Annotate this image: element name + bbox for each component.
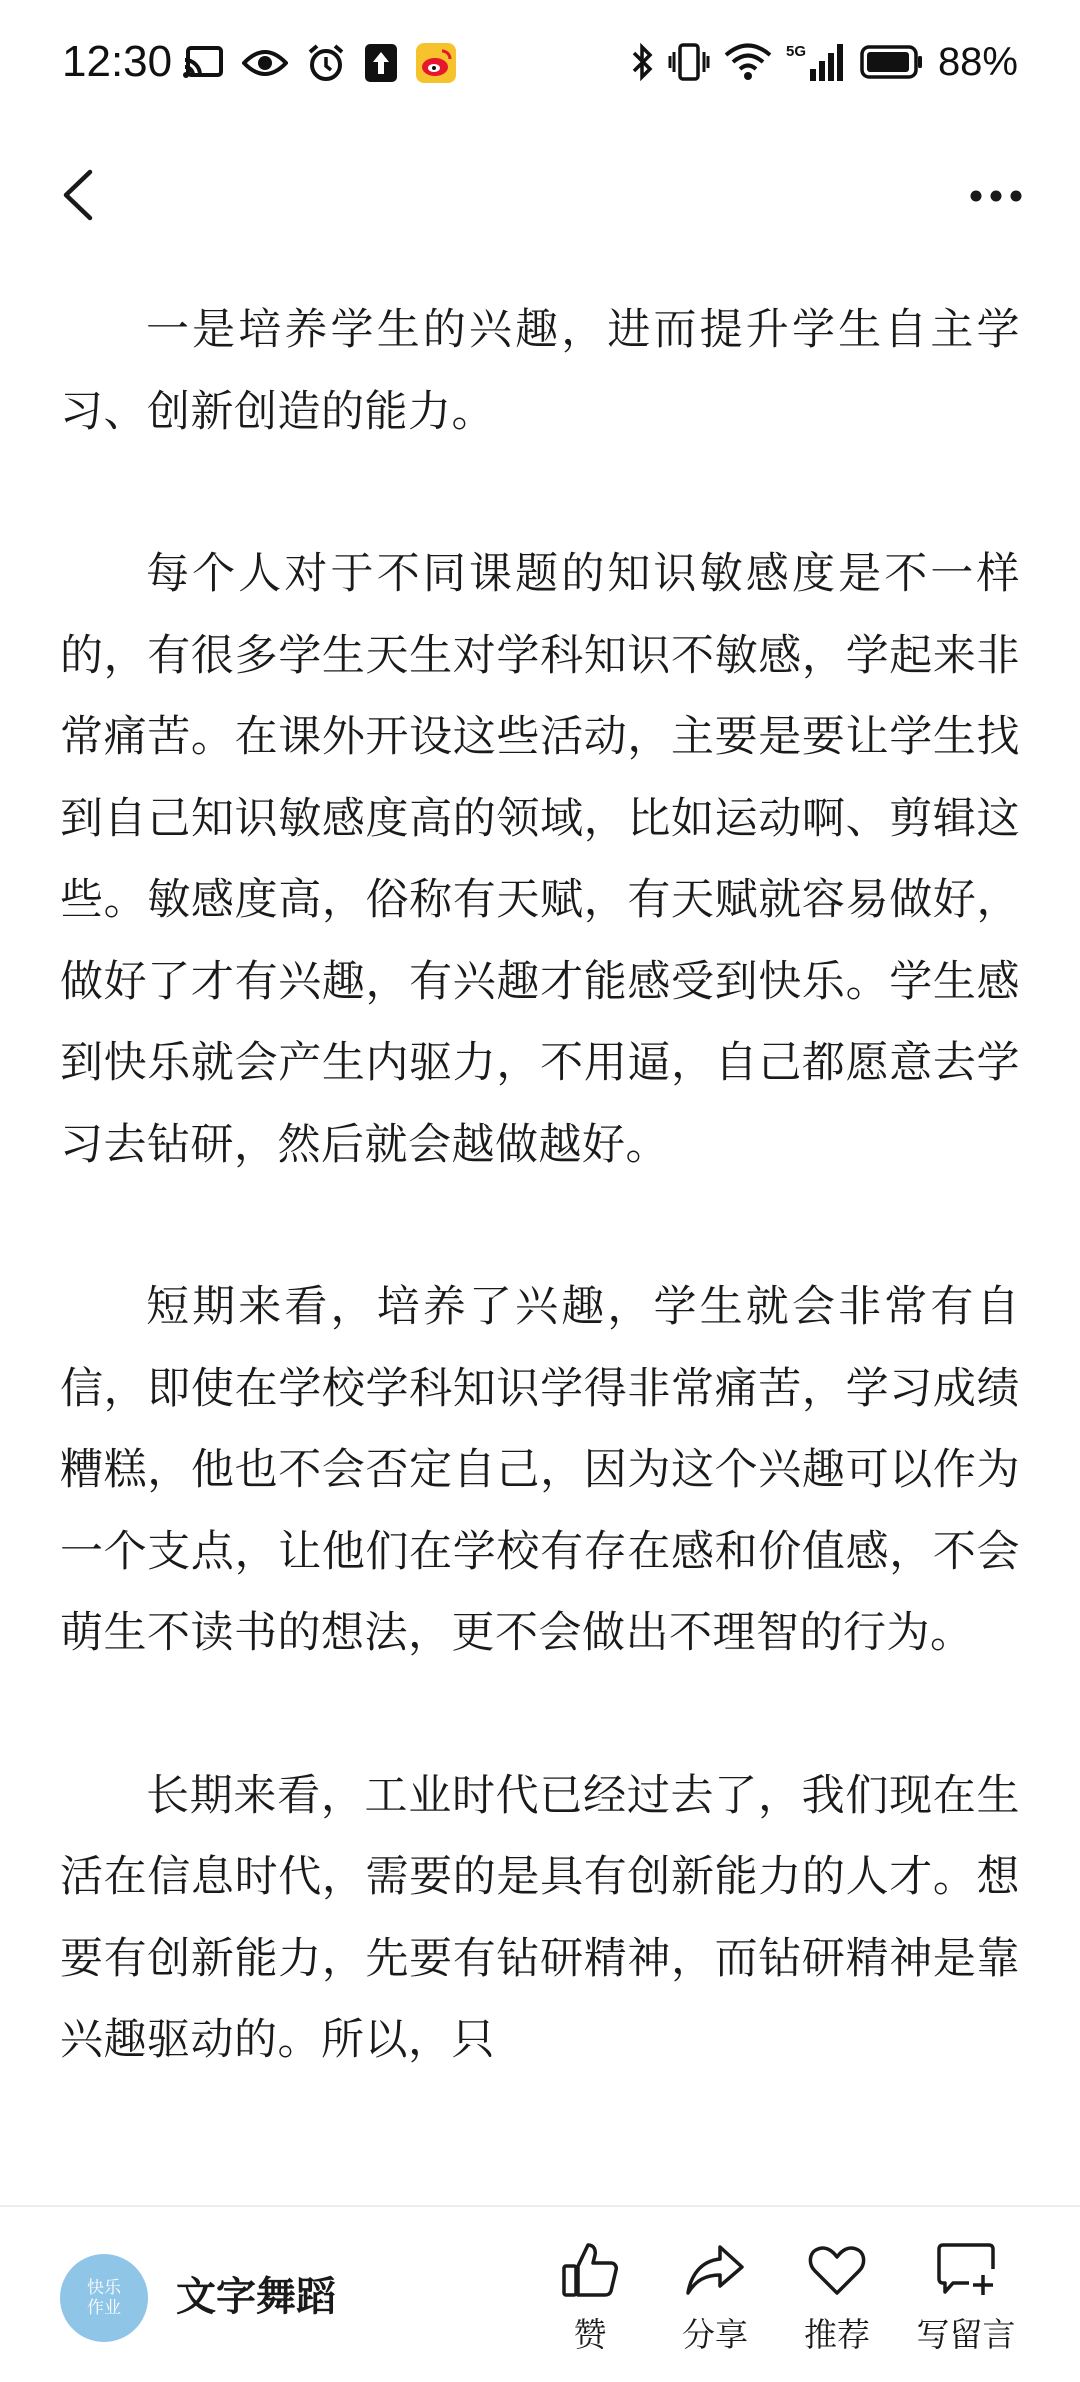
author-name[interactable]: 文字舞蹈 (176, 2274, 336, 2320)
battery-percentage: 88% (937, 39, 1018, 84)
system-icons (630, 36, 1018, 88)
wifi-icon (724, 42, 772, 82)
5g-signal-icon (786, 41, 846, 83)
heart-icon (806, 2239, 868, 2301)
eye-icon (242, 47, 288, 79)
share-button[interactable] (670, 2239, 760, 2369)
avatar-text-line1: 快乐 (87, 2278, 121, 2298)
share-arrow-icon (684, 2239, 746, 2301)
back-button[interactable] (52, 160, 122, 230)
comment-add-icon (935, 2239, 997, 2301)
avatar[interactable] (60, 2254, 148, 2342)
battery-icon (860, 44, 924, 80)
vibrate-icon (668, 42, 710, 82)
like-button[interactable] (555, 2239, 625, 2369)
network-label: 5G (785, 43, 806, 60)
nav-bar (0, 140, 1080, 250)
write-comment-button[interactable] (906, 2239, 1026, 2369)
article-paragraph: 每个人对于不同课题的知识敏感度是不一样的，有很多学生天生对学科知识不敏感，学起来非常痛苦。在课外开设这些活动，主要是要让学生找到自己知识敏感度高的领域，比如运动啊、剪辑这些。敏感度高，俗称有天赋，有天赋就容易做好，做好了才有兴趣，有兴趣才能感受到快乐。学生感到快乐就会产生内驱力，不用逼，自己都愿意去学习去钻研，然后就会越做越好。 (60, 549, 1020, 1170)
like-label: 赞 (573, 2315, 607, 2354)
thumbs-up-icon (559, 2239, 621, 2301)
avatar-text-line2: 作业 (87, 2298, 121, 2318)
bottom-action-bar (0, 2205, 1080, 2382)
recommend-label: 推荐 (804, 2315, 870, 2354)
share-label: 分享 (682, 2315, 748, 2354)
write-comment-label: 写留言 (916, 2315, 1016, 2354)
article-body (60, 290, 1020, 2195)
alarm-icon (306, 43, 346, 83)
chevron-left-icon (52, 160, 122, 230)
notification-icons (182, 38, 456, 88)
more-dots-icon (956, 160, 1036, 230)
article-paragraph: 短期来看，培养了兴趣，学生就会非常有自信，即使在学校学科知识学得非常痛苦，学习成绩糟糕，他也不会否定自己，因为这个兴趣可以作为一个支点，让他们在学校有存在感和价值感，不会萌生不读书的想法，更不会做出不理智的行为。 (60, 1282, 1020, 1658)
recommend-button[interactable] (792, 2239, 882, 2369)
status-bar (0, 0, 1080, 130)
article-paragraph: 一是培养学生的兴趣，进而提升学生自主学习、创新创造的能力。 (60, 305, 1020, 437)
upload-icon (364, 43, 398, 83)
cast-icon (182, 45, 224, 81)
bluetooth-icon (630, 42, 654, 82)
more-button[interactable] (956, 160, 1036, 230)
weibo-icon (416, 43, 456, 83)
article-paragraph: 长期来看，工业时代已经过去了，我们现在生活在信息时代，需要的是具有创新能力的人才。想要有创新能力，先要有钻研精神，而钻研精神是靠兴趣驱动的。所以，只 (60, 1770, 1020, 2065)
status-time: 12:30 (62, 37, 173, 86)
